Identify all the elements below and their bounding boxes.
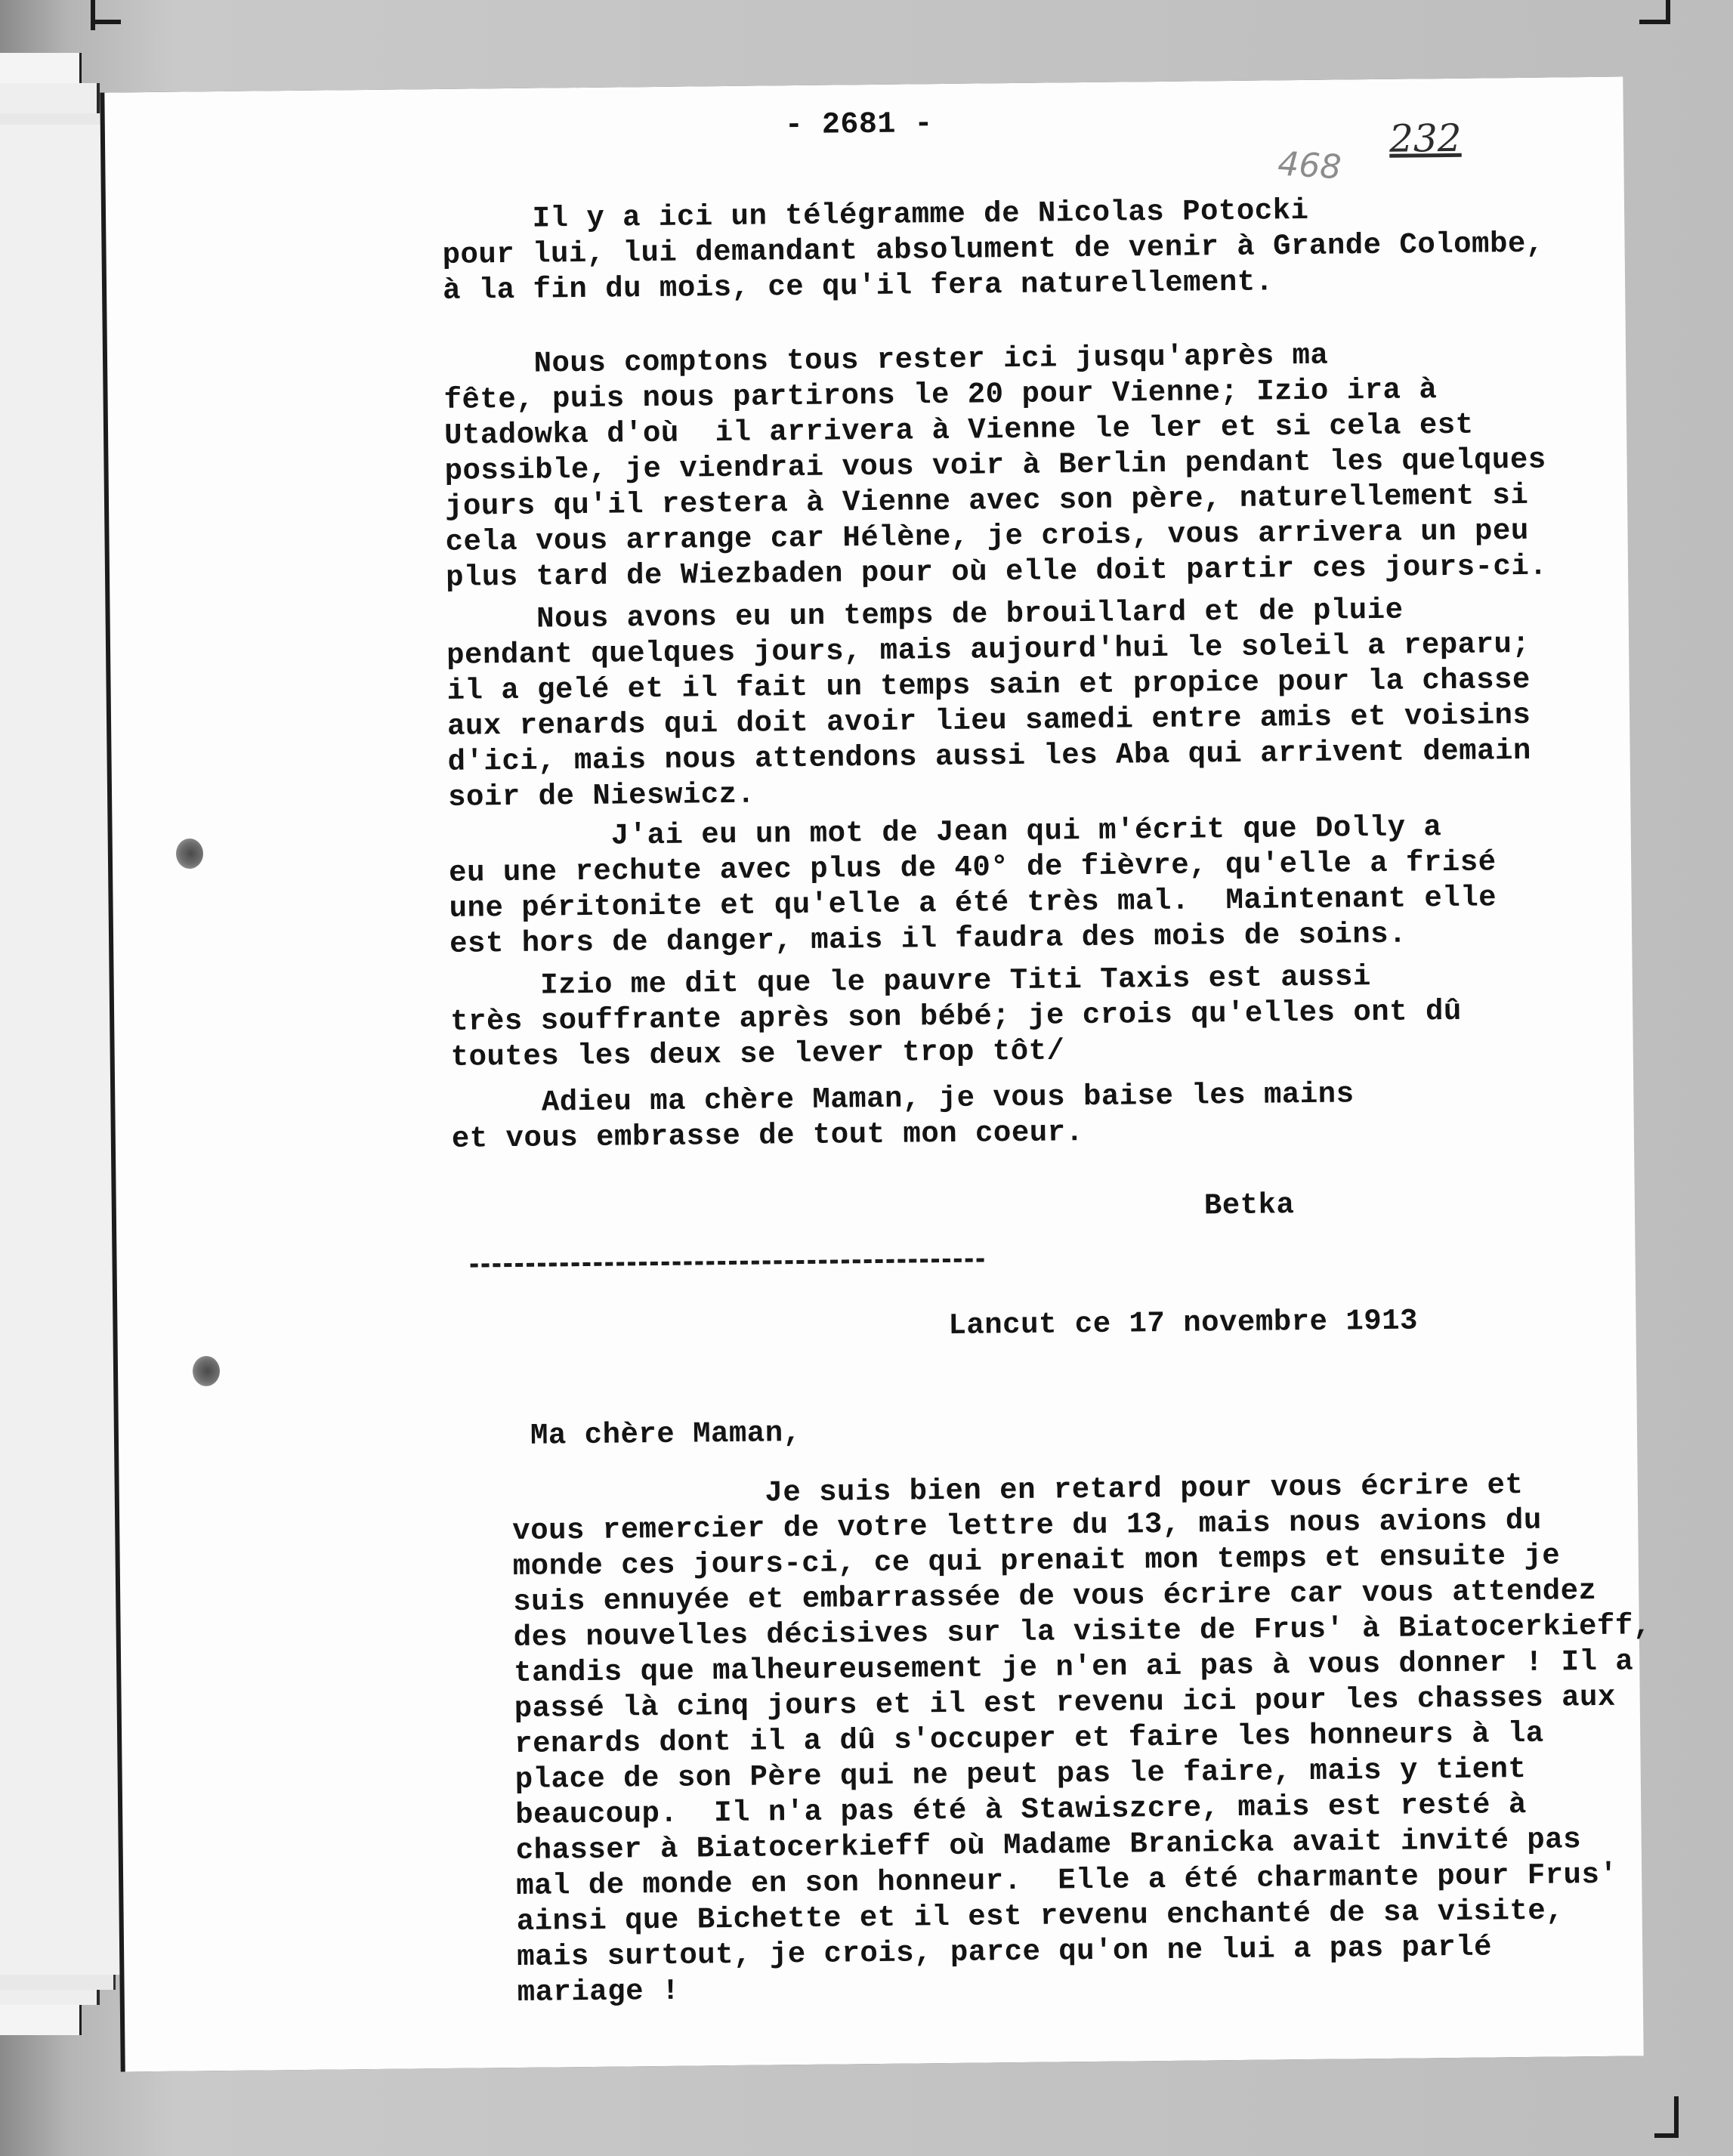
text-line: cela vous arrange car Hélène, je crois, vous arrivera un peu xyxy=(445,514,1529,559)
archive-number-pencil: 468 xyxy=(1276,144,1342,187)
punch-hole xyxy=(176,839,203,869)
text-line: est hors de danger, mais il faudra des mois de soins. xyxy=(449,917,1407,961)
folio-number-handwritten: 232 xyxy=(1389,116,1462,161)
text-line: possible, je viendrai vous voir à Berlin pendant les quelques xyxy=(444,443,1546,488)
text-line: d'ici, mais nous attendons aussi les Aba qui arrivent demain xyxy=(447,734,1532,779)
text-line: à la fin du mois, ce qu'il fera naturellement. xyxy=(442,265,1274,307)
signature: Betka xyxy=(1203,1188,1295,1223)
dateline: Lancut ce 17 novembre 1913 xyxy=(948,1304,1419,1342)
punch-hole xyxy=(193,1356,220,1386)
letter-paragraph xyxy=(512,1466,1655,2011)
page-number: - 2681 - xyxy=(784,107,934,144)
text-line: monde ces jours-ci, ce qui prenait mon temps et ensuite je xyxy=(512,1539,1561,1584)
letter-paragraph xyxy=(442,191,1545,309)
text-line: fête, puis nous partirons le 20 pour Vienne; Izio ira à xyxy=(443,373,1438,417)
text-line: Izio me dit que le pauvre Titi Taxis est aussi xyxy=(449,960,1372,1003)
text-line: jours qu'il restera à Vienne avec son père, naturellement si xyxy=(444,478,1529,524)
text-line: très souffrante après son bébé; je crois qu'elles ont dû xyxy=(450,994,1463,1039)
text-line: pour lui, lui demandant absolument de venir à Grande Colombe, xyxy=(442,227,1544,272)
text-line: Nous avons eu un temps de brouillard et de pluie xyxy=(446,593,1404,637)
text-line: Il y a ici un télégramme de Nicolas Potocki xyxy=(441,193,1309,236)
text-line: eu une rechute avec plus de 40° de fièvre, qu'elle a frisé xyxy=(448,845,1497,890)
text-line: tandis que malheureusement je n'en ai pas à vous donner ! Il a xyxy=(514,1645,1634,1691)
text-line: une péritonite et qu'elle a été très mal. Maintenant elle xyxy=(449,881,1497,925)
text-line: Adieu ma chère Maman, je vous baise les mains xyxy=(451,1077,1355,1120)
crop-mark xyxy=(91,0,95,30)
salutation: Ma chère Maman, xyxy=(530,1416,802,1453)
text-line: des nouvelles décisives sur la visite de Frus' à Biatocerkieff, xyxy=(513,1609,1651,1655)
text-line: toutes les deux se lever trop tôt/ xyxy=(450,1034,1065,1074)
crop-mark xyxy=(1639,20,1670,24)
text-line: pendant quelques jours, mais aujourd'hui le soleil a reparu; xyxy=(446,627,1531,672)
text-line: mariage ! xyxy=(517,1974,681,2010)
letter-paragraph xyxy=(451,1076,1355,1157)
text-line: passé là cinq jours et il est revenu ici pour les chasses aux xyxy=(514,1680,1617,1726)
text-line: J'ai eu un mot de Jean qui m'écrit que Dolly a xyxy=(448,811,1442,854)
letter-paragraph xyxy=(446,592,1531,816)
text-line: suis ennuyée et embarrassée de vous écrire car vous attendez xyxy=(513,1574,1597,1620)
crop-mark xyxy=(1674,2096,1679,2138)
letter-paragraph xyxy=(443,336,1548,596)
text-line: Nous comptons tous rester ici jusqu'après ma xyxy=(443,338,1329,381)
text-line: et vous embrasse de tout mon coeur. xyxy=(451,1116,1084,1156)
text-line: mal de monde en son honneur. Elle a été charmante pour Frus' xyxy=(516,1858,1618,1904)
text-line: vous remercier de votre lettre du 13, mais nous avions du xyxy=(512,1503,1542,1549)
letter-paragraph xyxy=(450,959,1463,1076)
text-line: soir de Nieswicz. xyxy=(447,777,755,814)
text-line: renards dont il a dû s'occuper et faire les honneurs à la xyxy=(514,1716,1544,1762)
letter-paragraph xyxy=(448,809,1497,962)
text-line: Je suis bien en retard pour vous écrire et xyxy=(511,1469,1524,1513)
text-line: mais surtout, je crois, parce qu'on ne lui a pas parlé xyxy=(516,1930,1493,1975)
crop-mark xyxy=(1654,2133,1679,2138)
text-line: il a gelé et il fait un temps sain et propice pour la chasse xyxy=(446,663,1531,708)
text-line: chasser à Biatocerkieff où Madame Branicka avait invité pas xyxy=(515,1823,1582,1868)
text-line: beaucoup. Il n'a pas été à Stawiszcre, mais est resté à xyxy=(515,1788,1528,1833)
text-line: aux renards qui doit avoir lieu samedi entre amis et voisins xyxy=(446,698,1531,743)
section-separator xyxy=(471,1258,984,1267)
text-line: Utadowka d'où il arrivera à Vienne le ler et si cela est xyxy=(443,408,1474,453)
crop-mark xyxy=(91,20,121,24)
text-line: plus tard de Wiezbaden pour où elle doit partir ces jours-ci. xyxy=(445,549,1548,595)
text-line: ainsi que Bichette et il est revenu enchanté de sa visite, xyxy=(516,1894,1565,1939)
text-line: place de son Père qui ne peut pas le faire, mais y tient xyxy=(514,1753,1527,1797)
typed-letter-page xyxy=(104,77,1651,2072)
